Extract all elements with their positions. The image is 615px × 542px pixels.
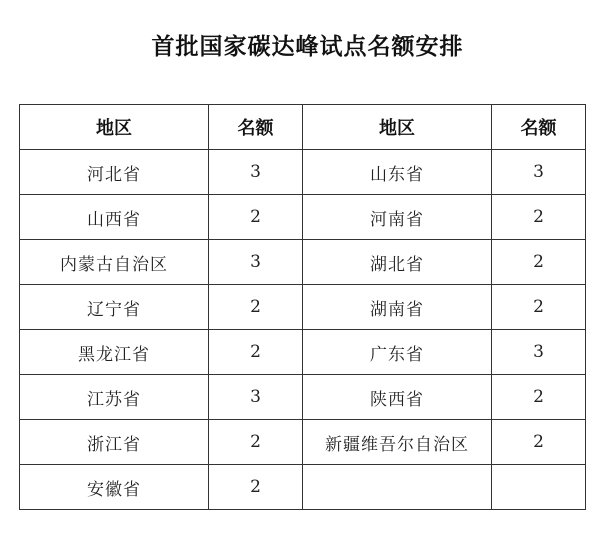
table-row [20, 150, 586, 195]
region-cell: 河北省 [20, 150, 209, 195]
region-cell: 黑龙江省 [20, 330, 209, 375]
quota-cell: 2 [492, 240, 586, 285]
quota-cell: 2 [492, 285, 586, 330]
region-cell: 湖南省 [303, 285, 492, 330]
quota-cell: 2 [209, 465, 303, 510]
region-cell: 内蒙古自治区 [20, 240, 209, 285]
table-row [20, 465, 586, 510]
region-cell: 新疆维吾尔自治区 [303, 420, 492, 465]
header-quota-right: 名额 [492, 105, 586, 150]
quota-cell: 3 [209, 150, 303, 195]
quota-cell: 3 [492, 330, 586, 375]
table-row [20, 195, 586, 240]
quota-cell: 3 [492, 150, 586, 195]
region-cell: 山东省 [303, 150, 492, 195]
quota-table [19, 104, 586, 510]
header-region-right: 地区 [303, 105, 492, 150]
region-cell: 辽宁省 [20, 285, 209, 330]
header-quota-left: 名额 [209, 105, 303, 150]
quota-cell: 3 [209, 375, 303, 420]
table-row [20, 240, 586, 285]
table-row [20, 330, 586, 375]
region-cell: 湖北省 [303, 240, 492, 285]
document-title: 首批国家碳达峰试点名额安排 [151, 34, 464, 60]
region-cell: 广东省 [303, 330, 492, 375]
table-row [20, 375, 586, 420]
quota-cell: 2 [492, 195, 586, 240]
region-cell: 山西省 [20, 195, 209, 240]
quota-cell: 2 [209, 330, 303, 375]
region-cell: 江苏省 [20, 375, 209, 420]
quota-cell: 2 [209, 420, 303, 465]
quota-cell: 2 [209, 285, 303, 330]
empty-cell [303, 465, 492, 510]
region-cell: 河南省 [303, 195, 492, 240]
region-cell: 浙江省 [20, 420, 209, 465]
table-row [20, 420, 586, 465]
table-header-row [20, 105, 586, 150]
empty-cell [492, 465, 586, 510]
region-cell: 陕西省 [303, 375, 492, 420]
header-region-left: 地区 [20, 105, 209, 150]
table-row [20, 285, 586, 330]
quota-cell: 2 [492, 420, 586, 465]
quota-cell: 2 [492, 375, 586, 420]
quota-cell: 2 [209, 195, 303, 240]
region-cell: 安徽省 [20, 465, 209, 510]
quota-cell: 3 [209, 240, 303, 285]
